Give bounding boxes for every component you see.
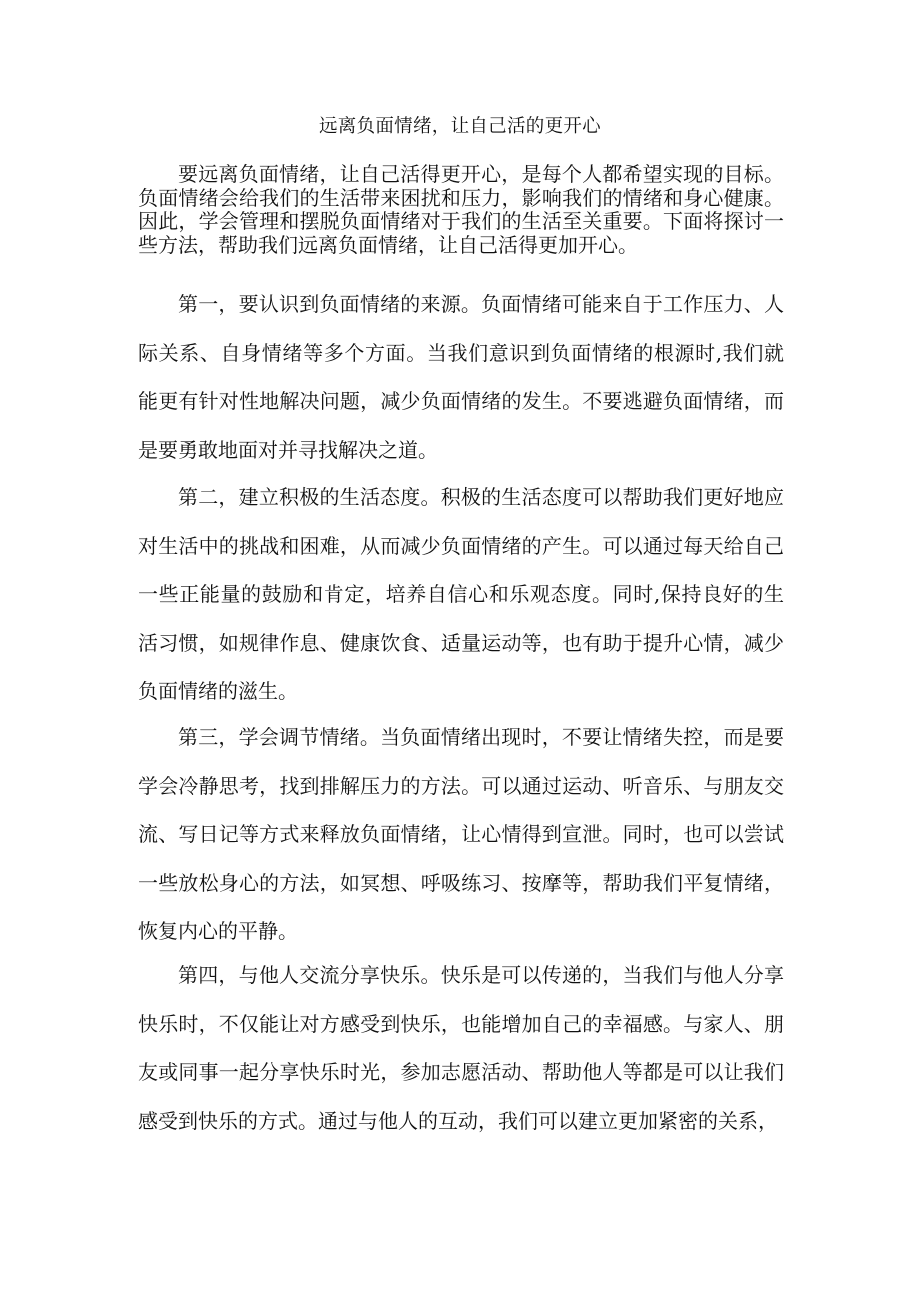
paragraph-fourth-point: 第四，与他人交流分享快乐。快乐是可以传递的，当我们与他人分享快乐时，不仅能让对方感受到快乐，也能增加自己的幸福感。与家人、朋友或同事一起分享快乐时光，参加志愿活动、帮助他人等都是可以让我们感受到快乐的方式。通过与他人的互动，我们可以建立更加紧密的关系， [138,963,784,1133]
document-title: 远离负面情绪，让自己活的更开心 [318,116,601,137]
paragraph-third-point: 第三，学会调节情绪。当负面情绪出现时，不要让情绪失控，而是要学会冷静思考，找到排解压力的方法。可以通过运动、听音乐、与朋友交流、写日记等方式来释放负面情绪，让心情得到宣泄。同时，也可以尝试一些放松身心的方法，如冥想、呼吸练习、按摩等，帮助我们平复情绪，恢复内心的平静。 [138,725,784,943]
paragraph-intro: 要远离负面情绪，让自己活得更开心，是每个人都希望实现的目标。负面情绪会给我们的生活带来困扰和压力，影响我们的情绪和身心健康。因此，学会管理和摆脱负面情绪对于我们的生活至关重要。下面将探讨一些方法，帮助我们远离负面情绪，让自己活得更加开心。 [138,162,784,257]
paragraph-second-point: 第二，建立积极的生活态度。积极的生活态度可以帮助我们更好地应对生活中的挑战和困难，从而减少负面情绪的产生。可以通过每天给自己一些正能量的鼓励和肯定，培养自信心和乐观态度。同时,保持良好的生活习惯，如规律作息、健康饮食、适量运动等，也有助于提升心情，减少负面情绪的滋生。 [138,485,784,703]
paragraph-first-point: 第一，要认识到负面情绪的来源。负面情绪可能来自于工作压力、人际关系、自身情绪等多个方面。当我们意识到负面情绪的根源时,我们就能更有针对性地解决问题，减少负面情绪的发生。不要逃避负面情绪，而是要勇敢地面对并寻找解决之道。 [138,292,784,462]
